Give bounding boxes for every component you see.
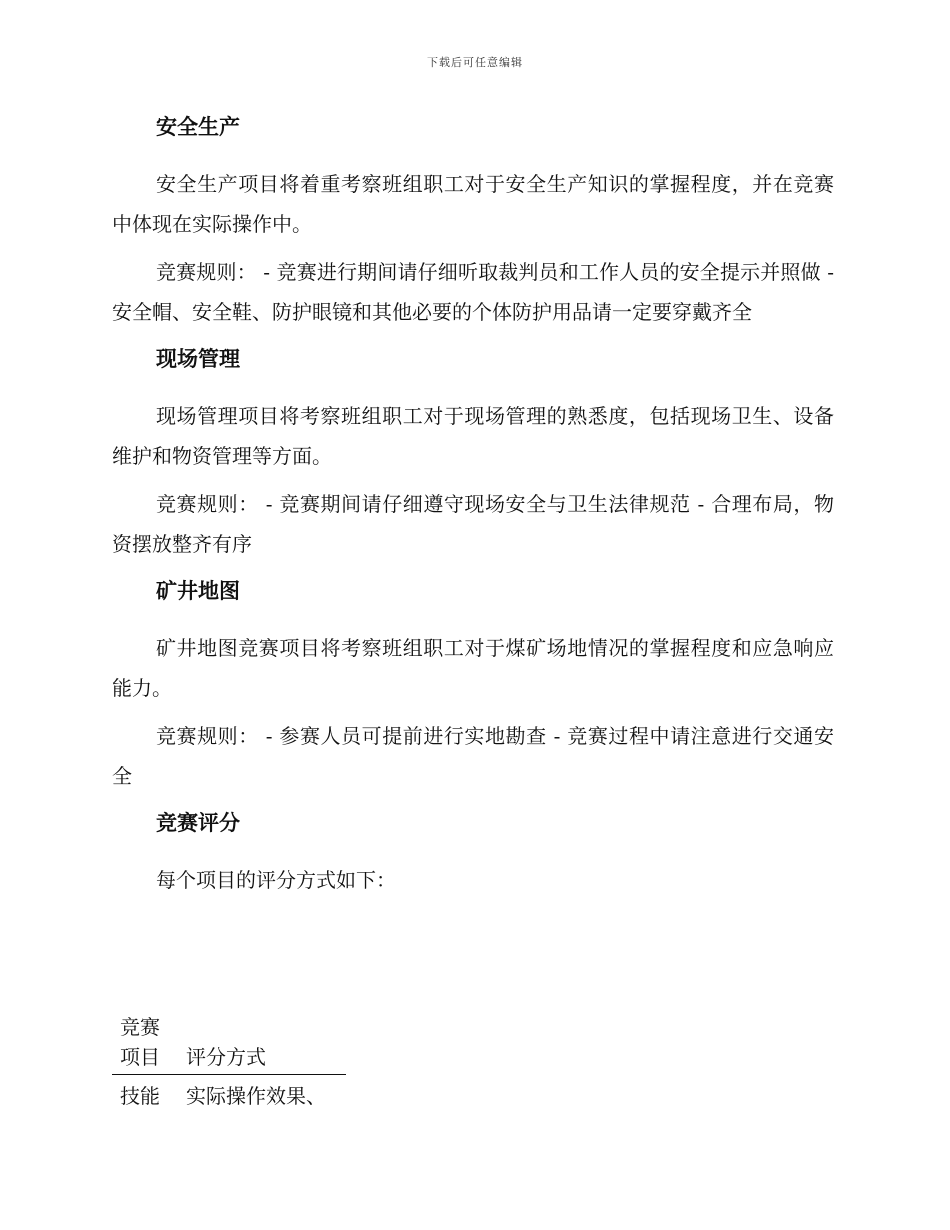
section-heading: 安全生产: [156, 114, 240, 139]
table-header-row: [112, 1012, 346, 1075]
section-scoring: [112, 804, 834, 900]
paragraph: 竞赛规则： - 竞赛进行期间请仔细听取裁判员和工作人员的安全提示并照做 - 安全帽、安全鞋、防护眼镜和其他必要的个体防护用品请一定要穿戴齐全: [112, 260, 834, 324]
section-heading: 现场管理: [156, 346, 240, 371]
paragraph: 现场管理项目将考察班组职工对于现场管理的熟悉度，包括现场卫生、设备维护和物资管理等方面。: [112, 404, 834, 468]
document-body: [112, 108, 834, 908]
table-header-cell: 竞赛项目: [112, 1012, 178, 1075]
section-heading: 竞赛评分: [156, 810, 240, 835]
paragraph: 矿井地图竞赛项目将考察班组职工对于煤矿场地情况的掌握程度和应急响应能力。: [112, 636, 834, 700]
paragraph: 安全生产项目将着重考察班组职工对于安全生产知识的掌握程度，并在竞赛中体现在实际操作中。: [112, 172, 834, 236]
page-header-note: 下载后可任意编辑: [427, 56, 523, 69]
table-header-cell: 评分方式: [178, 1012, 346, 1075]
table-cell: 技能: [120, 1084, 160, 1108]
scoring-table: [112, 1012, 346, 1111]
section-heading: 矿井地图: [156, 578, 240, 603]
table-cell: 实际操作效果、: [186, 1084, 326, 1108]
paragraph: 竞赛规则： - 竞赛期间请仔细遵守现场安全与卫生法律规范 - 合理布局，物资摆放整齐有序: [112, 492, 834, 556]
section-site-management: [112, 340, 834, 564]
paragraph: 竞赛规则： - 参赛人员可提前进行实地勘查 - 竞赛过程中请注意进行交通安全: [112, 724, 834, 788]
table-row: [112, 1075, 346, 1112]
section-safety: [112, 108, 834, 332]
section-mine-map: [112, 572, 834, 796]
paragraph: 每个项目的评分方式如下：: [156, 868, 396, 892]
